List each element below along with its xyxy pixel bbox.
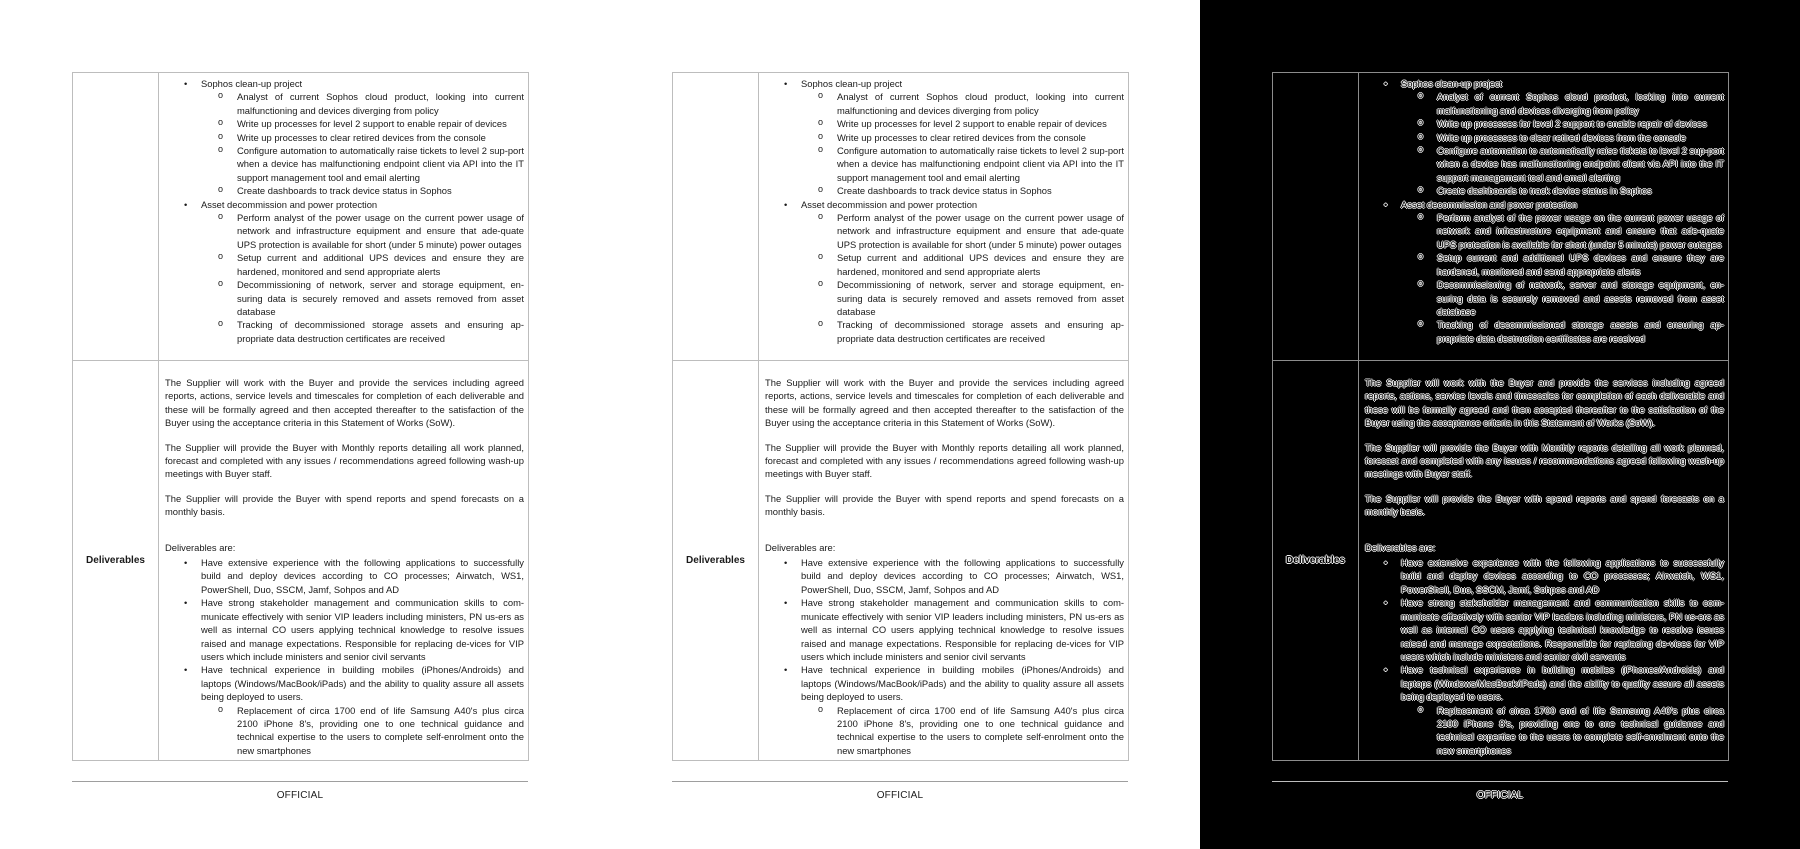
footer-classification: OFFICIAL bbox=[876, 790, 924, 801]
paragraph: The Supplier will provide the Buyer with spend reports and spend forecasts on a monthly basis. bbox=[165, 492, 524, 518]
deliverables-cell bbox=[759, 361, 1129, 761]
deliverables-label: Deliverables bbox=[673, 361, 759, 761]
deliverables-label: Deliverables bbox=[1273, 361, 1359, 761]
task-list bbox=[165, 77, 524, 345]
sub-list-item: o Perform analyst of the power usage on the current power usage of network and infrastructure equipment and ensure that ade-quate UPS protection is available for short (under 5 minute) power outages bbox=[201, 211, 524, 251]
sub-list-item: o Analyst of current Sophos cloud product, looking into current malfunctioning and devices diverging from policy bbox=[201, 90, 524, 117]
list-item: • Have extensive experience with the following applications to successfully build and deploy devices according to CO processes; Airwatch, WS1, PowerShell, Duo, SSCM, Jamf, Sohpos and AD bbox=[765, 556, 1124, 596]
sub-list-item: o Setup current and additional UPS devices and ensure they are hardened, monitored and send appropriate alerts bbox=[201, 251, 524, 278]
footer-divider bbox=[672, 781, 1128, 782]
list-item-text: Have technical experience in building mobiles (iPhones/Androids) and laptops (Windows/MacBook/iPads) and the ability to quality assure all assets being deployed to users. bbox=[201, 664, 524, 703]
sub-list bbox=[1401, 90, 1724, 197]
list-item bbox=[165, 198, 524, 345]
sub-list-item: o Decommissioning of network, server and storage equipment, en-suring data is securely removed and assets removed from asset database bbox=[1401, 278, 1724, 318]
sub-list-item: o Write up processes for level 2 support to enable repair of devices bbox=[1401, 117, 1724, 130]
deliverables-intro: Deliverables are: bbox=[765, 541, 836, 553]
sub-list-item: o Create dashboards to track device status in Sophos bbox=[1401, 184, 1724, 197]
sub-list-item: o Decommissioning of network, server and storage equipment, en-suring data is securely removed and assets removed from asset database bbox=[201, 278, 524, 318]
paragraph: The Supplier will provide the Buyer with spend reports and spend forecasts on a monthly basis. bbox=[1365, 492, 1724, 518]
deliverables-intro: Deliverables are: bbox=[165, 541, 236, 553]
list-item bbox=[765, 198, 1124, 345]
page-panel-inverted bbox=[1200, 0, 1800, 849]
document-page bbox=[1272, 72, 1728, 761]
sub-list-item: o Tracking of decommissioned storage assets and ensuring ap-propriate data destruction certificates are received bbox=[1401, 318, 1724, 345]
list-item-text: Sophos clean-up project bbox=[801, 78, 903, 89]
page-panel-copy bbox=[600, 0, 1200, 849]
sub-list-item: o Replacement of circa 1700 end of life Samsung A40's plus circa 2100 iPhone 8's, providing one to one technical guidance and technical expertise to the users to complete self-enrolment onto the new smartphones bbox=[201, 704, 524, 758]
list-item bbox=[165, 77, 524, 198]
paragraph: The Supplier will work with the Buyer and provide the services including agreed reports, actions, service levels and timescales for completion of each deliverable and these will be formally agreed and then accepted thereafter to the satisfaction of the Buyer using the acceptance criteria in this Statement of Works (SoW). bbox=[765, 377, 1124, 429]
sub-list-item: o Setup current and additional UPS devices and ensure they are hardened, monitored and send appropriate alerts bbox=[1401, 251, 1724, 278]
content-cell bbox=[159, 73, 529, 361]
list-item bbox=[165, 663, 524, 757]
list-item: • Have extensive experience with the following applications to successfully build and deploy devices according to CO processes; Airwatch, WS1, PowerShell, Duo, SSCM, Jamf, Sohpos and AD bbox=[165, 556, 524, 596]
task-list bbox=[765, 77, 1124, 345]
list-item bbox=[1365, 198, 1724, 345]
page-panel-original bbox=[0, 0, 600, 849]
list-item: • Have strong stakeholder management and communication skills to com-municate effectively with senior VIP leaders including ministers, PN us-ers as well as internal CO users applying technical knowledge to resolve issues raised and manage expectations. Responsible for replacing de-vices for VIP users which include ministers and senior civil servants bbox=[165, 596, 524, 663]
list-item-text: Asset decommission and power protection bbox=[801, 198, 978, 210]
label-cell-empty bbox=[673, 73, 759, 361]
sub-list-item: o Replacement of circa 1700 end of life Samsung A40's plus circa 2100 iPhone 8's, providing one to one technical guidance and technical expertise to the users to complete self-enrolment onto the new smartphones bbox=[801, 704, 1124, 758]
paragraph: The Supplier will provide the Buyer with Monthly reports detailing all work planned, forecast and completed with any issues / recommendations agreed following wash-up meetings with Buyer staff. bbox=[765, 441, 1124, 480]
footer-classification: OFFICIAL bbox=[1476, 790, 1524, 801]
table-row-deliverables bbox=[1273, 361, 1729, 761]
sub-list-item: o Write up processes to clear retired devices from the console bbox=[201, 131, 524, 144]
sub-list-item: o Create dashboards to track device status in Sophos bbox=[201, 184, 524, 197]
sub-list-item: o Configure automation to automatically raise tickets to level 2 sup-port when a device has malfunctioning endpoint client via API into the IT support management tool and email alerting bbox=[801, 144, 1124, 184]
paragraph: The Supplier will provide the Buyer with Monthly reports detailing all work planned, forecast and completed with any issues / recommendations agreed following wash-up meetings with Buyer staff. bbox=[165, 441, 524, 480]
footer-divider bbox=[72, 781, 528, 782]
table-row-deliverables bbox=[673, 361, 1129, 761]
paragraph: The Supplier will provide the Buyer with spend reports and spend forecasts on a monthly basis. bbox=[765, 492, 1124, 518]
sub-list-item: o Setup current and additional UPS devices and ensure they are hardened, monitored and send appropriate alerts bbox=[801, 251, 1124, 278]
list-item: • Have strong stakeholder management and communication skills to com-municate effectively with senior VIP leaders including ministers, PN us-ers as well as internal CO users applying technical knowledge to resolve issues raised and manage expectations. Responsible for replacing de-vices for VIP users which include ministers and senior civil servants bbox=[765, 596, 1124, 663]
content-cell bbox=[1359, 73, 1729, 361]
deliverables-list bbox=[1365, 556, 1724, 757]
sub-list bbox=[201, 90, 524, 197]
paragraph: The Supplier will work with the Buyer and provide the services including agreed reports, actions, service levels and timescales for completion of each deliverable and these will be formally agreed and then accepted thereafter to the satisfaction of the Buyer using the acceptance criteria in this Statement of Works (SoW). bbox=[165, 377, 524, 429]
sow-table bbox=[672, 72, 1129, 761]
sub-list-item: o Perform analyst of the power usage on the current power usage of network and infrastructure equipment and ensure that ade-quate UPS protection is available for short (under 5 minute) power outages bbox=[801, 211, 1124, 251]
list-item bbox=[765, 663, 1124, 757]
label-cell-empty bbox=[73, 73, 159, 361]
sow-table bbox=[72, 72, 529, 761]
list-item-text: Have technical experience in building mobiles (iPhones/Androids) and laptops (Windows/MacBook/iPads) and the ability to quality assure all assets being deployed to users. bbox=[1401, 664, 1724, 703]
sub-list-item: o Perform analyst of the power usage on the current power usage of network and infrastructure equipment and ensure that ade-quate UPS protection is available for short (under 5 minute) power outages bbox=[1401, 211, 1724, 251]
sow-table bbox=[1272, 72, 1729, 761]
deliverables-list bbox=[765, 556, 1124, 757]
sub-list bbox=[801, 704, 1124, 758]
sub-list-item: o Analyst of current Sophos cloud product, looking into current malfunctioning and devices diverging from policy bbox=[801, 90, 1124, 117]
sub-list-item: o Write up processes to clear retired devices from the console bbox=[801, 131, 1124, 144]
deliverables-list bbox=[165, 556, 524, 757]
sub-list-item: o Analyst of current Sophos cloud product, looking into current malfunctioning and devices diverging from policy bbox=[1401, 90, 1724, 117]
table-row bbox=[673, 73, 1129, 361]
sub-list-item: o Tracking of decommissioned storage assets and ensuring ap-propriate data destruction certificates are received bbox=[201, 318, 524, 345]
deliverables-intro: Deliverables are: bbox=[1365, 541, 1436, 553]
document-page bbox=[672, 72, 1128, 761]
sub-list-item: o Tracking of decommissioned storage assets and ensuring ap-propriate data destruction certificates are received bbox=[801, 318, 1124, 345]
sub-list bbox=[1401, 211, 1724, 345]
list-item-text: Sophos clean-up project bbox=[1401, 78, 1503, 89]
task-list bbox=[1365, 77, 1724, 345]
sub-list-item: o Write up processes for level 2 support to enable repair of devices bbox=[801, 117, 1124, 130]
content-cell bbox=[759, 73, 1129, 361]
list-item-text: Asset decommission and power protection bbox=[1401, 198, 1578, 210]
paragraph: The Supplier will provide the Buyer with Monthly reports detailing all work planned, forecast and completed with any issues / recommendations agreed following wash-up meetings with Buyer staff. bbox=[1365, 441, 1724, 480]
sub-list-item: o Replacement of circa 1700 end of life Samsung A40's plus circa 2100 iPhone 8's, providing one to one technical guidance and technical expertise to the users to complete self-enrolment onto the new smartphones bbox=[1401, 704, 1724, 758]
list-item-text: Asset decommission and power protection bbox=[201, 198, 378, 210]
sub-list-item: o Configure automation to automatically raise tickets to level 2 sup-port when a device has malfunctioning endpoint client via API into the IT support management tool and email alerting bbox=[201, 144, 524, 184]
table-row bbox=[73, 73, 529, 361]
footer-classification: OFFICIAL bbox=[276, 790, 324, 801]
table-row-deliverables bbox=[73, 361, 529, 761]
deliverables-cell bbox=[1359, 361, 1729, 761]
sub-list bbox=[201, 704, 524, 758]
label-cell-empty bbox=[1273, 73, 1359, 361]
list-item bbox=[765, 77, 1124, 198]
deliverables-cell bbox=[159, 361, 529, 761]
deliverables-label: Deliverables bbox=[73, 361, 159, 761]
footer-divider bbox=[1272, 781, 1728, 782]
sub-list bbox=[801, 90, 1124, 197]
sub-list bbox=[1401, 704, 1724, 758]
list-item-text: Sophos clean-up project bbox=[201, 78, 303, 89]
sub-list-item: o Create dashboards to track device status in Sophos bbox=[801, 184, 1124, 197]
sub-list-item: o Configure automation to automatically raise tickets to level 2 sup-port when a device has malfunctioning endpoint client via API into the IT support management tool and email alerting bbox=[1401, 144, 1724, 184]
list-item bbox=[1365, 663, 1724, 757]
sub-list-item: o Write up processes to clear retired devices from the console bbox=[1401, 131, 1724, 144]
sub-list bbox=[201, 211, 524, 345]
list-item: • Have strong stakeholder management and communication skills to com-municate effectively with senior VIP leaders including ministers, PN us-ers as well as internal CO users applying technical knowledge to resolve issues raised and manage expectations. Responsible for replacing de-vices for VIP users which include ministers and senior civil servants bbox=[1365, 596, 1724, 663]
list-item bbox=[1365, 77, 1724, 198]
table-row bbox=[1273, 73, 1729, 361]
list-item: • Have extensive experience with the following applications to successfully build and deploy devices according to CO processes; Airwatch, WS1, PowerShell, Duo, SSCM, Jamf, Sohpos and AD bbox=[1365, 556, 1724, 596]
list-item-text: Have technical experience in building mobiles (iPhones/Androids) and laptops (Windows/MacBook/iPads) and the ability to quality assure all assets being deployed to users. bbox=[801, 664, 1124, 703]
document-page bbox=[72, 72, 528, 761]
sub-list-item: o Write up processes for level 2 support to enable repair of devices bbox=[201, 117, 524, 130]
paragraph: The Supplier will work with the Buyer and provide the services including agreed reports, actions, service levels and timescales for completion of each deliverable and these will be formally agreed and then accepted thereafter to the satisfaction of the Buyer using the acceptance criteria in this Statement of Works (SoW). bbox=[1365, 377, 1724, 429]
sub-list bbox=[801, 211, 1124, 345]
sub-list-item: o Decommissioning of network, server and storage equipment, en-suring data is securely removed and assets removed from asset database bbox=[801, 278, 1124, 318]
